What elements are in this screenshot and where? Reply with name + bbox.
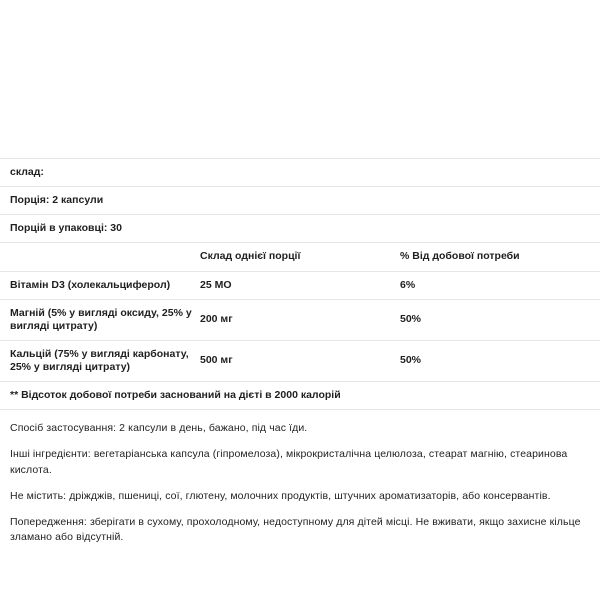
header-cell-amount — [200, 243, 400, 271]
nutrient-amount: 25 МО — [200, 278, 232, 291]
supplement-facts-table — [0, 158, 600, 410]
serving-size-row — [0, 187, 600, 215]
facts-header-row — [0, 243, 600, 271]
warning-paragraph: Попередження: зберігати в сухому, прохолодному, недоступному для дітей місці. Не вживати, якщо захисне кільце зламано або відсутній. — [10, 516, 581, 544]
free-from-paragraph: Не містить: дріжджів, пшениці, сої, глютену, молочних продуктів, штучних ароматизаторів, або консервантів. — [10, 489, 551, 502]
column-header-amount: Склад однієї порції — [200, 250, 301, 263]
nutrient-daily-value: 50% — [400, 354, 422, 367]
nutrient-amount-cell — [200, 271, 400, 299]
facts-title-row — [0, 159, 600, 187]
nutrient-dv-cell — [400, 271, 600, 299]
nutrient-name: Вітамін D3 (холекальциферол) — [10, 278, 171, 291]
nutrient-dv-cell — [400, 299, 600, 340]
column-header-daily-value: % Від добової потреби — [400, 250, 520, 263]
table-row — [0, 299, 600, 340]
nutrient-amount: 200 мг — [200, 313, 233, 326]
nutrient-name-cell — [0, 299, 200, 340]
nutrient-daily-value: 50% — [400, 313, 422, 326]
nutrient-name-cell — [0, 340, 200, 381]
facts-footnote-row — [0, 382, 600, 410]
facts-title: склад: — [10, 166, 44, 178]
daily-value-footnote: ** Відсоток добової потреби заснований на дієті в 2000 калорій — [10, 389, 341, 402]
product-info-paragraphs — [0, 410, 600, 545]
nutrient-daily-value: 6% — [400, 278, 416, 291]
facts-table-body — [0, 159, 600, 410]
facts-footnote-cell — [0, 382, 600, 410]
serving-size-text: Порція: 2 капсули — [10, 194, 104, 207]
other-ingredients-paragraph: Інші інгредієнти: вегетаріанська капсула (гіпромелоза), мікрокристалічна целюлоза, стеарат магнію, стеаринова кислота. — [10, 448, 568, 476]
facts-title-cell — [0, 159, 600, 187]
servings-per-container-cell — [0, 215, 600, 243]
table-row — [0, 340, 600, 381]
servings-per-container-row — [0, 215, 600, 243]
top-spacer — [0, 0, 600, 158]
nutrient-dv-cell — [400, 340, 600, 381]
header-cell-dv — [400, 243, 600, 271]
table-row — [0, 271, 600, 299]
serving-size-cell — [0, 187, 600, 215]
nutrient-amount-cell — [200, 340, 400, 381]
nutrient-name: Кальцій (75% у вигляді карбонату, 25% у вигляді цитрату) — [10, 347, 189, 373]
header-cell-name — [0, 243, 200, 271]
directions-paragraph: Спосіб застосування: 2 капсули в день, бажано, під час їди. — [10, 422, 308, 435]
nutrient-amount: 500 мг — [200, 354, 233, 367]
servings-per-container-text: Порцій в упаковці: 30 — [10, 222, 122, 235]
nutrient-amount-cell — [200, 299, 400, 340]
nutrient-name: Магній (5% у вигляді оксиду, 25% у вигляді цитрату) — [10, 306, 192, 332]
nutrient-name-cell — [0, 271, 200, 299]
